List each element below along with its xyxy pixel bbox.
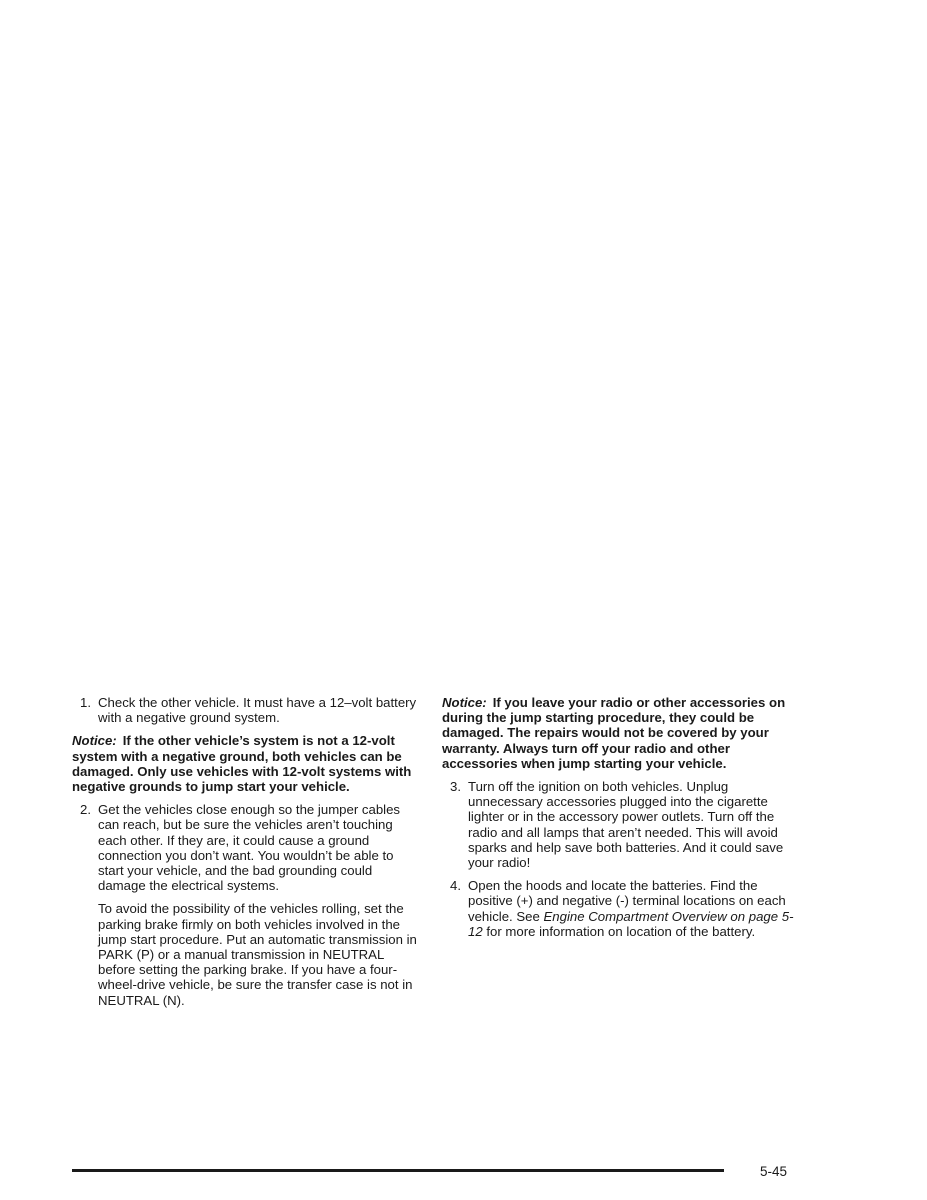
step-1 — [72, 695, 422, 725]
step-number: 1. — [80, 695, 91, 710]
step-text — [468, 878, 794, 939]
step-2 — [72, 802, 422, 1008]
notice-text: If the other vehicle’s system is not a 12-volt system with a negative ground, both vehicles can be damaged. Only use vehicles with 12-volt systems with negative grounds to jump start your vehicle. — [72, 733, 412, 795]
notice-text: If you leave your radio or other accessories on during the jump starting procedure, they could be damaged. The repairs would not be covered by your warranty. Always turn off your radio and other accessories when jump starting your vehicle. — [442, 695, 786, 771]
notice-lead: Notice: — [72, 733, 117, 749]
step-text-before: Open the hoods and locate the batteries. Find the positive (+) and negative (-) terminal locations on each vehicle. See — [468, 878, 786, 924]
notice-lead: Notice: — [442, 695, 487, 710]
step-text-continued: To avoid the possibility of the vehicles rolling, set the parking brake firmly on both vehicles involved in the jump start procedure. Put an automatic transmission in PARK (P) or a manual transmission in NEUTRAL before setting the parking brake. If you have a four-wheel-drive vehicle, be sure the transfer case is not in NEUTRAL (N). — [98, 901, 417, 1008]
step-text: Turn off the ignition on both vehicles. Unplug unnecessary accessories plugged into the cigarette lighter or in the accessory power outlets. Turn off the radio and all lamps that aren’t needed. This will avoid sparks and help save both batteries. And it could save your radio! — [468, 779, 784, 871]
left-column — [72, 695, 422, 1016]
step-number: 2. — [80, 802, 91, 818]
right-column — [442, 695, 794, 947]
step-text: Check the other vehicle. It must have a 12–volt battery with a negative ground system. — [98, 695, 417, 726]
cross-reference-link[interactable]: Engine Compartment Overview on page 5-12 — [468, 908, 794, 939]
step-4 — [442, 878, 794, 939]
step-text-after: for more information on location of the battery. — [482, 923, 756, 939]
notice-radio — [442, 695, 794, 771]
notice-voltage — [72, 733, 422, 794]
step-text: Get the vehicles close enough so the jumper cables can reach, but be sure the vehicles aren’t touching each other. If they are, it could cause a ground connection you don’t want. You wouldn’t be able to start your vehicle, and the bad grounding could damage the electrical systems. — [98, 802, 401, 894]
step-number: 4. — [450, 878, 461, 894]
step-number: 3. — [450, 779, 461, 795]
page-number: 5-45 — [760, 1164, 788, 1179]
step-3 — [442, 779, 794, 870]
footer-rule — [72, 1169, 724, 1172]
